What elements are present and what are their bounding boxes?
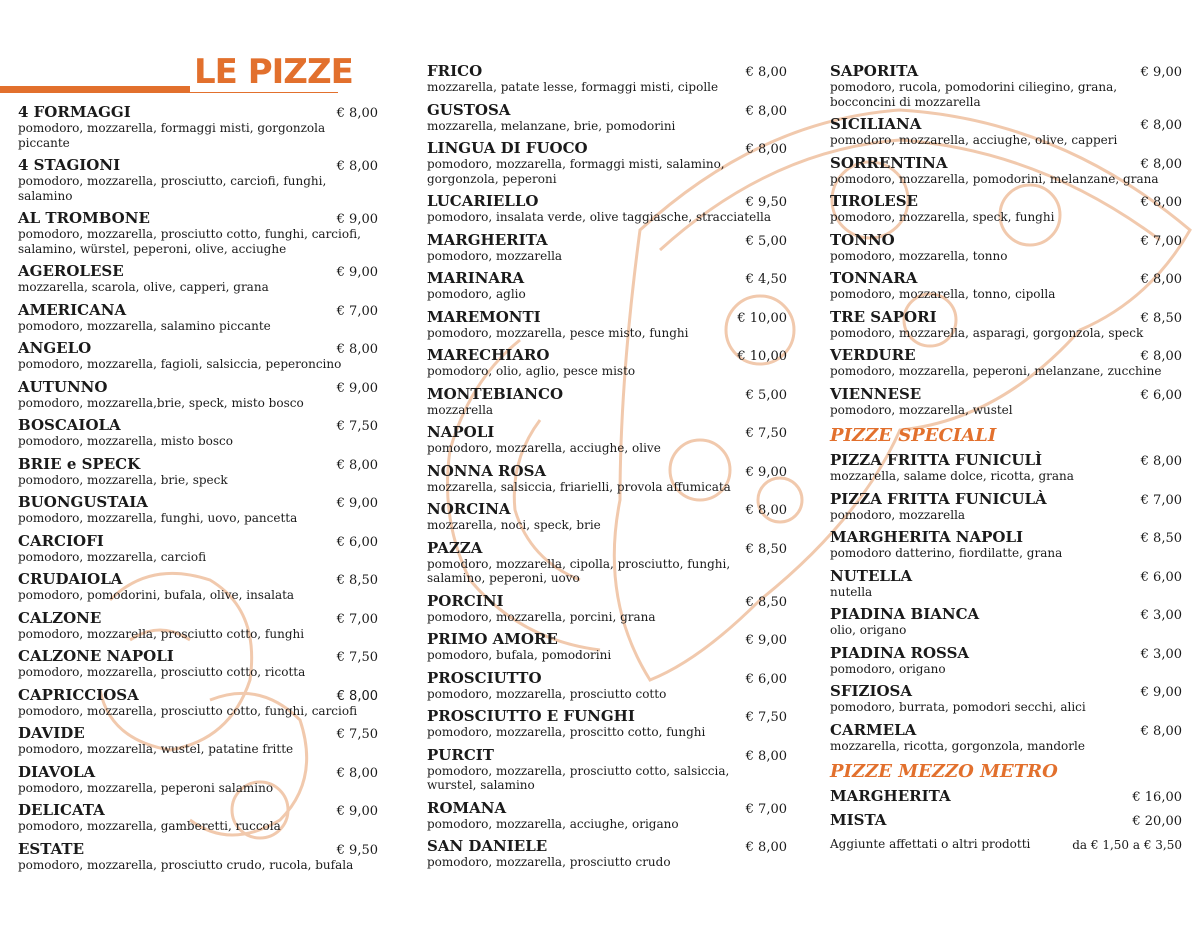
menu-item: [427, 193, 787, 225]
item-description: pomodoro, mozzarella, prosciutto, carciofi, funghi, salamino: [18, 174, 327, 203]
item-price: € 8,00: [745, 503, 787, 518]
item-description: pomodoro, mozzarella, misto bosco: [18, 434, 233, 448]
item-price: € 4,50: [745, 272, 787, 287]
item-name: MARECHIARO: [427, 346, 550, 364]
item-description: pomodoro, mozzarella, prosciutto cotto, ricotta: [18, 665, 306, 679]
item-description: mozzarella, ricotta, gorgonzola, mandorle: [830, 738, 1085, 753]
item-description: pomodoro, mozzarella, fagioli, salsiccia, peperoncino: [18, 357, 342, 371]
item-description: mozzarella, scarola, olive, capperi, grana: [18, 280, 269, 294]
item-price: € 9,00: [336, 212, 378, 227]
item-description: pomodoro, olio, aglio, pesce misto: [427, 364, 636, 378]
menu-item: [830, 270, 1182, 302]
item-description: pomodoro, mozzarella, acciughe, origano: [427, 816, 679, 831]
item-price: € 8,00: [745, 142, 787, 157]
item-name: ANGELO: [18, 339, 92, 357]
item-name: BOSCAIOLA: [18, 416, 121, 434]
menu-column-2: [427, 63, 787, 877]
item-name: PIZZA FRITTA FUNICULÌ: [830, 451, 1043, 469]
item-name: TONNO: [830, 230, 895, 249]
item-price: € 8,50: [745, 594, 787, 610]
section-title-pizze-speciali: PIZZE SPECIALI: [830, 425, 997, 446]
item-name: SORRENTINA: [830, 153, 948, 172]
menu-item: [18, 841, 378, 873]
item-price: € 8,00: [336, 106, 378, 121]
item-name: VIENNESE: [830, 384, 922, 403]
menu-item: [830, 722, 1182, 754]
menu-item: [427, 800, 787, 832]
menu-item: [427, 463, 787, 495]
item-name: VERDURE: [830, 346, 916, 364]
addon-label: Aggiunte affettati o altri prodotti: [830, 837, 1031, 851]
item-price: € 6,00: [1140, 569, 1182, 585]
item-price: € 9,00: [336, 380, 378, 396]
item-name: SAPORITA: [830, 62, 919, 80]
item-name: CALZONE: [18, 608, 102, 627]
menu-item: [830, 606, 1182, 638]
item-name: NAPOLI: [427, 423, 495, 441]
item-description: pomodoro, mozzarella, prosciutto cotto, funghi: [18, 626, 305, 641]
item-name: PROSCIUTTO E FUNGHI: [427, 707, 635, 725]
menu-item: [18, 802, 378, 834]
item-name: TRE SAPORI: [830, 307, 937, 326]
item-price: € 7,00: [1140, 492, 1182, 508]
menu-item: [427, 347, 787, 379]
item-name: CALZONE NAPOLI: [18, 647, 174, 665]
item-price: € 8,00: [1140, 349, 1182, 364]
item-description: pomodoro, mozzarella, wustel: [830, 402, 1013, 417]
menu-item: [830, 155, 1182, 187]
item-description: pomodoro, mozzarella, salamino piccante: [18, 318, 271, 333]
menu-item: [427, 270, 787, 302]
menu-item: [830, 529, 1182, 561]
item-description: pomodoro, mozzarella, brie, speck: [18, 472, 228, 487]
item-name: FRICO: [427, 62, 483, 80]
item-description: pomodoro, mozzarella, peperoni salamino: [18, 780, 274, 795]
menu-item: [427, 140, 787, 186]
menu-item: [427, 540, 787, 586]
item-name: AL TROMBONE: [18, 209, 150, 227]
menu-item: [18, 648, 378, 680]
menu-column-1: [18, 104, 378, 879]
item-description: pomodoro, mozzarella, prosciutto crudo: [427, 855, 671, 869]
item-name: PIZZA FRITTA FUNICULÀ: [830, 489, 1047, 508]
menu-item: [830, 386, 1182, 418]
item-price: € 8,00: [336, 159, 378, 174]
item-name: NUTELLA: [830, 566, 913, 585]
item-price: € 8,00: [1140, 195, 1182, 210]
item-price: € 10,00: [737, 310, 787, 326]
item-name: GUSTOSA: [427, 100, 511, 119]
menu-item: [18, 263, 378, 295]
item-price: € 8,50: [1140, 310, 1182, 326]
item-price: € 7,50: [336, 650, 378, 665]
item-name: TONNARA: [830, 269, 918, 287]
item-name: TIROLESE: [830, 192, 918, 210]
addon-price: da € 1,50 a € 3,50: [1072, 838, 1182, 852]
item-price: € 9,00: [1140, 65, 1182, 80]
menu-item: [427, 232, 787, 264]
item-description: pomodoro, mozzarella, acciughe, olive: [427, 441, 661, 455]
menu-item: [830, 232, 1182, 264]
item-name: 4 FORMAGGI: [18, 103, 131, 121]
item-name: LUCARIELLO: [427, 192, 539, 210]
item-description: pomodoro, mozzarella, speck, funghi: [830, 210, 1055, 224]
item-price: € 5,00: [745, 233, 787, 249]
item-description: pomodoro, insalata verde, olive taggiasche, stracciatella: [427, 210, 772, 224]
item-description: pomodoro datterino, fiordilatte, grana: [830, 546, 1063, 560]
item-price: € 9,00: [336, 496, 378, 511]
menu-item: [427, 386, 787, 418]
menu-item: [830, 193, 1182, 225]
item-name: PRIMO AMORE: [427, 630, 558, 648]
item-description: nutella: [830, 584, 873, 599]
item-description: pomodoro, bufala, pomodorini: [427, 648, 612, 662]
menu-item: [18, 104, 378, 150]
item-description: mozzarella, salame dolce, ricotta, grana: [830, 469, 1074, 483]
item-description: pomodoro, mozzarella, prosciutto cotto, funghi, carciofi, salamino, würstel, peperoni, olive, acciughe: [18, 227, 361, 256]
item-price: € 3,00: [1140, 608, 1182, 623]
menu-item: [427, 63, 787, 95]
item-name: AGEROLESE: [18, 262, 124, 280]
menu-column-3: [830, 63, 1182, 852]
menu-item: [830, 491, 1182, 523]
item-name: BRIE e SPECK: [18, 454, 141, 473]
item-price: € 7,00: [336, 303, 378, 319]
item-price: € 16,00: [1132, 790, 1182, 805]
menu-item: [830, 812, 1182, 829]
menu-item: [18, 210, 378, 256]
item-price: € 5,00: [745, 387, 787, 403]
item-name: MONTEBIANCO: [427, 384, 564, 403]
item-name: SAN DANIELE: [427, 837, 548, 855]
item-description: pomodoro, mozzarella,brie, speck, misto bosco: [18, 395, 304, 410]
item-description: pomodoro, mozzarella, cipolla, prosciutto, funghi, salamino, peperoni, uovo: [427, 556, 731, 585]
item-price: € 3,00: [1140, 646, 1182, 662]
item-price: € 9,00: [1140, 685, 1182, 700]
page-title: LE PIZZE: [190, 52, 357, 92]
item-name: PIADINA ROSSA: [830, 643, 970, 662]
item-price: € 8,50: [1140, 531, 1182, 546]
item-price: € 7,50: [336, 419, 378, 434]
menu-item: [830, 452, 1182, 484]
menu-item: [18, 494, 378, 526]
addon-note: [830, 836, 1182, 852]
item-description: pomodoro, mozzarella, pomodorini, melanzane, grana: [830, 171, 1159, 186]
item-name: NONNA ROSA: [427, 461, 547, 480]
menu-item: [18, 302, 378, 334]
item-price: € 10,00: [737, 349, 787, 364]
menu-item: [18, 687, 378, 719]
menu-item: [830, 645, 1182, 677]
item-price: € 7,50: [336, 727, 378, 742]
menu-item: [427, 309, 787, 341]
item-price: € 9,00: [336, 265, 378, 280]
item-description: pomodoro, mozzarella, porcini, grana: [427, 609, 656, 624]
item-price: € 9,50: [745, 195, 787, 210]
item-price: € 8,00: [1140, 723, 1182, 739]
menu-item: [18, 533, 378, 565]
item-price: € 7,50: [745, 426, 787, 441]
item-name: MISTA: [830, 811, 887, 829]
item-description: pomodoro, mozzarella, funghi, uovo, pancetta: [18, 511, 298, 525]
menu-item: [18, 610, 378, 642]
item-name: LINGUA DI FUOCO: [427, 139, 588, 157]
item-name: PORCINI: [427, 591, 504, 610]
menu-item: [427, 424, 787, 456]
menu-item: [18, 456, 378, 488]
item-description: pomodoro, mozzarella, proscitto cotto, funghi: [427, 725, 706, 739]
menu-item: [18, 157, 378, 203]
menu-item: [18, 725, 378, 757]
item-price: € 8,00: [1140, 156, 1182, 172]
menu-item: [427, 501, 787, 533]
item-name: DELICATA: [18, 801, 105, 819]
item-description: pomodoro, mozzarella, formaggi misti, salamino, gorgonzola, peperoni: [427, 157, 725, 186]
menu-item: [427, 670, 787, 702]
item-price: € 8,00: [745, 103, 787, 119]
item-name: BUONGUSTAIA: [18, 493, 148, 511]
item-price: € 20,00: [1132, 814, 1182, 829]
item-price: € 8,00: [1140, 454, 1182, 469]
menu-item: [427, 593, 787, 625]
menu-item: [830, 63, 1182, 109]
item-name: PURCIT: [427, 745, 494, 764]
item-name: SICILIANA: [830, 115, 922, 133]
item-price: € 8,50: [745, 541, 787, 557]
item-description: pomodoro, mozzarella, tonno, cipolla: [830, 287, 1056, 301]
item-price: € 9,00: [336, 804, 378, 819]
menu-item: [830, 568, 1182, 600]
item-name: AMERICANA: [18, 300, 127, 319]
item-name: CARMELA: [830, 720, 917, 739]
item-description: pomodoro, rucola, pomodorini ciliegino, grana, bocconcini di mozzarella: [830, 80, 1118, 109]
item-description: pomodoro, mozzarella, wustel, patatine fritte: [18, 742, 294, 756]
item-description: pomodoro, mozzarella, carciofi: [18, 549, 207, 564]
item-description: pomodoro, mozzarella, prosciutto crudo, rucola, bufala: [18, 857, 354, 872]
menu-item: [18, 417, 378, 449]
item-description: mozzarella, noci, speck, brie: [427, 518, 601, 532]
item-description: pomodoro, mozzarella: [427, 248, 563, 263]
item-price: € 6,00: [336, 534, 378, 550]
item-name: DIAVOLA: [18, 762, 96, 781]
item-description: pomodoro, pomodorini, bufala, olive, insalata: [18, 588, 295, 602]
item-name: ROMANA: [427, 798, 507, 817]
item-description: pomodoro, mozzarella, asparagi, gorgonzola, speck: [830, 325, 1144, 340]
item-description: mozzarella, melanzane, brie, pomodorini: [427, 118, 676, 133]
item-price: € 9,00: [745, 464, 787, 480]
menu-item: [18, 340, 378, 372]
item-description: mozzarella, salsiccia, friarielli, provola affumicata: [427, 479, 731, 494]
menu-item: [427, 838, 787, 870]
menu-item: [830, 309, 1182, 341]
item-price: € 8,50: [336, 573, 378, 588]
item-description: pomodoro, mozzarella, prosciutto cotto: [427, 686, 667, 701]
menu-item: [427, 708, 787, 740]
menu-item: [18, 379, 378, 411]
item-price: € 6,00: [1140, 387, 1182, 403]
item-description: mozzarella: [427, 402, 494, 417]
item-price: € 7,00: [745, 801, 787, 817]
item-description: pomodoro, mozzarella, pesce misto, funghi: [427, 325, 689, 340]
item-price: € 8,00: [336, 457, 378, 473]
item-description: pomodoro, mozzarella, gamberetti, ruccola: [18, 819, 281, 833]
item-name: ESTATE: [18, 839, 85, 858]
item-price: € 8,00: [745, 840, 787, 855]
item-description: pomodoro, mozzarella: [830, 507, 966, 522]
menu-item: [427, 631, 787, 663]
item-price: € 7,00: [1140, 233, 1182, 249]
item-name: CAPRICCIOSA: [18, 685, 139, 704]
item-description: pomodoro, mozzarella, formaggi misti, gorgonzola piccante: [18, 121, 326, 150]
item-price: € 8,00: [745, 65, 787, 80]
item-name: PIADINA BIANCA: [830, 605, 980, 623]
item-description: pomodoro, aglio: [427, 287, 526, 301]
item-name: CARCIOFI: [18, 531, 104, 550]
item-name: CRUDAIOLA: [18, 570, 123, 588]
item-price: € 8,00: [336, 342, 378, 357]
menu-item: [18, 571, 378, 603]
item-name: MARGHERITA NAPOLI: [830, 528, 1024, 546]
item-price: € 8,00: [1140, 118, 1182, 133]
item-name: SFIZIOSA: [830, 682, 913, 700]
item-name: MARGHERITA: [830, 787, 951, 805]
item-description: pomodoro, origano: [830, 661, 946, 676]
menu-item: [830, 347, 1182, 379]
item-price: € 6,00: [745, 671, 787, 687]
item-price: € 9,50: [336, 842, 378, 858]
menu-item: [427, 102, 787, 134]
menu-item: [830, 788, 1182, 805]
item-name: AUTUNNO: [18, 377, 108, 396]
item-price: € 8,00: [1140, 272, 1182, 287]
item-price: € 7,00: [336, 611, 378, 627]
item-name: DAVIDE: [18, 724, 85, 742]
item-description: pomodoro, mozzarella, peperoni, melanzane, zucchine: [830, 364, 1162, 378]
item-name: NORCINA: [427, 500, 511, 518]
item-description: olio, origano: [830, 623, 907, 637]
item-price: € 8,00: [745, 748, 787, 764]
item-name: MAREMONTI: [427, 307, 541, 326]
section-title-pizze-mezzo-metro: PIZZE MEZZO METRO: [830, 761, 1058, 782]
item-name: PAZZA: [427, 538, 483, 557]
item-name: PROSCIUTTO: [427, 668, 542, 687]
item-description: mozzarella, patate lesse, formaggi misti, cipolle: [427, 80, 719, 94]
item-price: € 8,00: [336, 765, 378, 781]
item-description: pomodoro, mozzarella, tonno: [830, 248, 1008, 263]
item-description: pomodoro, mozzarella, prosciutto cotto, funghi, carciofi: [18, 703, 358, 718]
item-price: € 8,00: [336, 688, 378, 704]
menu-item: [427, 747, 787, 793]
item-name: MARGHERITA: [427, 230, 548, 249]
menu-item: [18, 764, 378, 796]
item-name: 4 STAGIONI: [18, 156, 121, 174]
item-price: € 9,00: [745, 633, 787, 648]
item-description: pomodoro, burrata, pomodori secchi, alici: [830, 700, 1086, 714]
item-description: pomodoro, mozzarella, prosciutto cotto, salsiccia, wurstel, salamino: [427, 763, 730, 792]
item-name: MARINARA: [427, 269, 525, 287]
menu-item: [830, 116, 1182, 148]
menu-item: [830, 683, 1182, 715]
item-price: € 7,50: [745, 710, 787, 725]
item-description: pomodoro, mozzarella, acciughe, olive, capperi: [830, 133, 1118, 147]
